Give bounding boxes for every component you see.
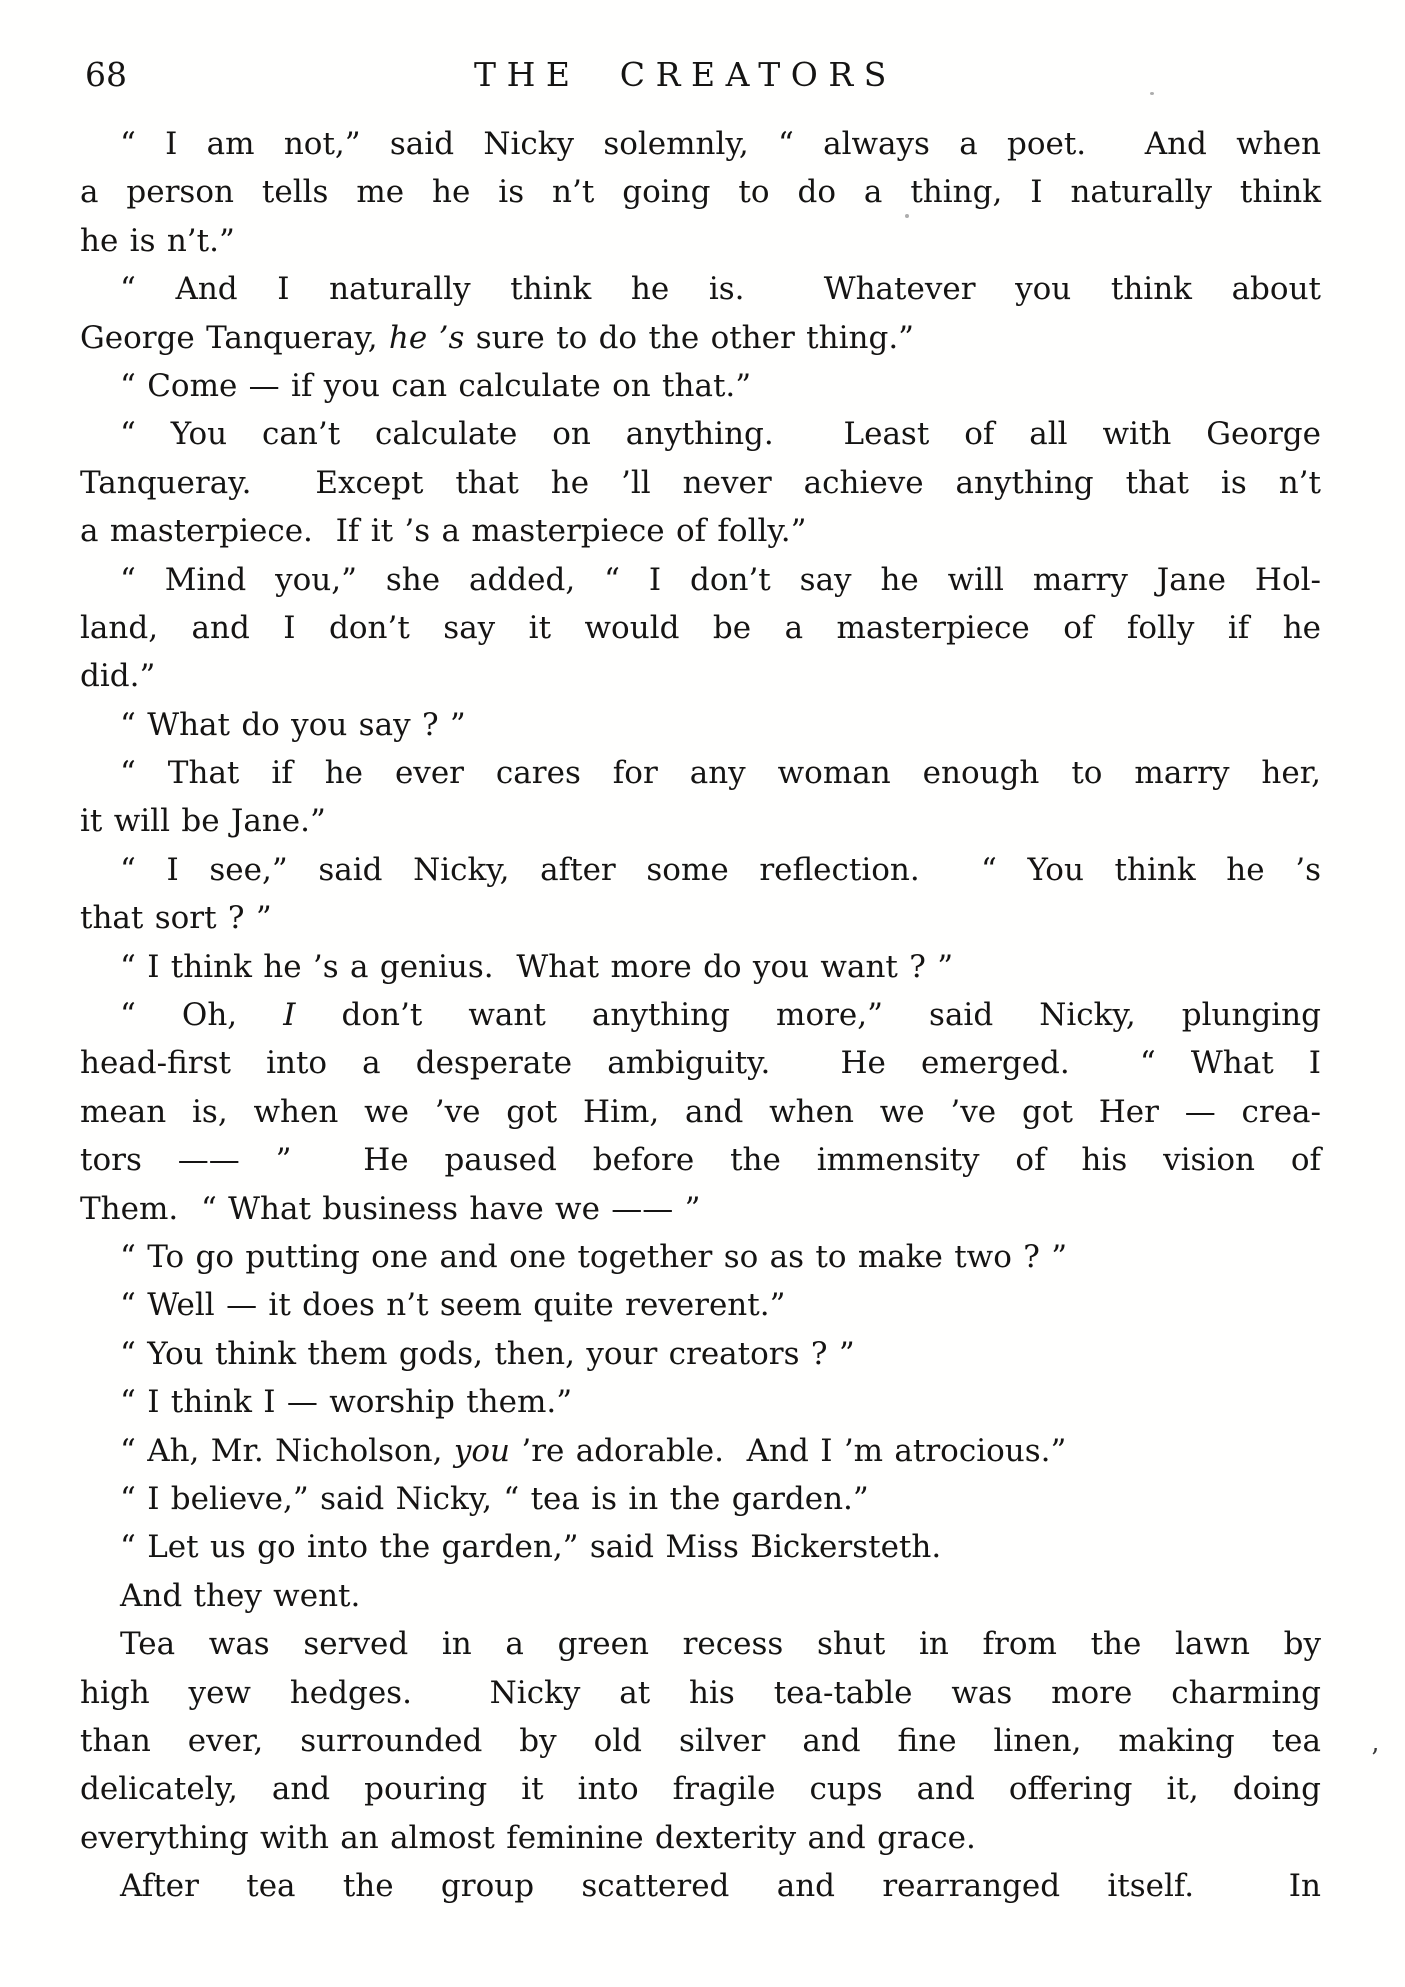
- text-line: [80, 1136, 1321, 1184]
- text-line: [80, 459, 1321, 507]
- italic-text: I: [283, 997, 296, 1034]
- text-segment: everything with an almost feminine dexterity and grace.: [80, 1819, 976, 1856]
- text-line: [80, 652, 1321, 700]
- text-segment: “ I think I — worship them.”: [120, 1384, 573, 1421]
- paragraph: [80, 701, 1321, 749]
- text-line: [80, 507, 1321, 555]
- text-line: [80, 556, 1321, 604]
- text-line: [80, 1088, 1321, 1136]
- paragraph: [80, 120, 1321, 265]
- paragraph: [80, 556, 1321, 701]
- text-line: [80, 1572, 1321, 1620]
- paragraph: [80, 991, 1321, 1233]
- paragraph: [80, 1233, 1321, 1281]
- paragraph: [80, 943, 1321, 991]
- text-line: [80, 943, 1321, 991]
- paragraph: [80, 1475, 1321, 1523]
- text-segment: “ Ah, Mr. Nicholson,: [120, 1432, 454, 1469]
- paragraph: [80, 1572, 1321, 1620]
- text-line: [80, 1330, 1321, 1378]
- text-segment: a person tells me he is n’t going to do a thing, I naturally think: [80, 174, 1321, 211]
- text-segment: George Tanqueray,: [80, 319, 389, 356]
- running-header: [80, 54, 1321, 100]
- paragraph: [80, 1330, 1321, 1378]
- text-line: [80, 604, 1321, 652]
- text-line: [80, 168, 1321, 216]
- paragraph: [80, 1378, 1321, 1426]
- text-segment: “ Come — if you can calculate on that.”: [120, 367, 752, 404]
- text-segment: don’t want anything more,” said Nicky, plunging: [295, 997, 1321, 1034]
- text-line: [80, 1378, 1321, 1426]
- text-line: [80, 1669, 1321, 1717]
- text-line: [80, 1475, 1321, 1523]
- paragraph: [80, 1523, 1321, 1571]
- text-line: [80, 749, 1321, 797]
- paragraph: [80, 1281, 1321, 1329]
- text-segment: tors —— ” He paused before the immensity of his vision of: [80, 1142, 1321, 1179]
- italic-text: he ’s: [388, 319, 465, 356]
- text-segment: a masterpiece. If it ’s a masterpiece of folly.”: [80, 513, 807, 550]
- text-segment: “ Well — it does n’t seem quite reverent.”: [120, 1287, 786, 1324]
- text-segment: Them. “ What business have we —— ”: [80, 1190, 701, 1227]
- text-segment: sure to do the other thing.”: [464, 319, 915, 356]
- italic-text: you: [453, 1432, 510, 1469]
- text-line: [80, 1523, 1321, 1571]
- text-line: [80, 1814, 1321, 1862]
- text-segment: than ever, surrounded by old silver and fine linen, making tea: [80, 1722, 1321, 1759]
- text-segment: he is n’t.”: [80, 222, 235, 259]
- paragraph: [80, 1427, 1321, 1475]
- paragraph: [80, 1620, 1321, 1862]
- paragraph: [80, 410, 1321, 555]
- scan-stray-mark: ’: [1370, 1744, 1379, 1774]
- text-segment: land, and I don’t say it would be a masterpiece of folly if he: [80, 609, 1321, 646]
- scan-speck: [1150, 92, 1154, 95]
- text-segment: Tea was served in a green recess shut in from the lawn by: [120, 1626, 1321, 1663]
- text-line: [80, 894, 1321, 942]
- text-segment: “ Oh,: [120, 997, 284, 1034]
- page-number: 68: [85, 55, 127, 94]
- text-segment: high yew hedges. Nicky at his tea-table was more charming: [80, 1674, 1321, 1711]
- text-segment: Tanqueray. Except that he ’ll never achieve anything that is n’t: [80, 464, 1321, 501]
- text-line: [80, 410, 1321, 458]
- paragraph: [80, 749, 1321, 846]
- text-line: [80, 120, 1321, 168]
- text-line: [80, 797, 1321, 845]
- text-segment: “ I see,” said Nicky, after some reflection. “ You think he ’s: [120, 851, 1321, 888]
- text-segment: “ That if he ever cares for any woman enough to marry her,: [120, 755, 1321, 792]
- paragraph: [80, 846, 1321, 943]
- text-segment: that sort ? ”: [80, 900, 272, 937]
- text-line: [80, 991, 1321, 1039]
- text-line: [80, 1039, 1321, 1087]
- text-segment: head-first into a desperate ambiguity. He emerged. “ What I: [80, 1045, 1321, 1082]
- text-segment: ’re adorable. And I ’m atrocious.”: [509, 1432, 1067, 1469]
- text-segment: “ And I naturally think he is. Whatever you think about: [120, 271, 1321, 308]
- text-line: [80, 314, 1321, 362]
- text-line: [80, 217, 1321, 265]
- text-line: [80, 265, 1321, 313]
- text-line: [80, 1620, 1321, 1668]
- text-line: [80, 1281, 1321, 1329]
- text-line: [80, 362, 1321, 410]
- scan-speck: [905, 214, 909, 218]
- text-line: [80, 1862, 1321, 1910]
- text-line: [80, 1765, 1321, 1813]
- text-line: [80, 1233, 1321, 1281]
- text-segment: “ You can’t calculate on anything. Least of all with George: [120, 416, 1321, 453]
- text-line: [80, 1185, 1321, 1233]
- text-line: [80, 1427, 1321, 1475]
- text-segment: delicately, and pouring it into fragile cups and offering it, doing: [80, 1771, 1321, 1808]
- text-segment: After tea the group scattered and rearranged itself. In: [120, 1868, 1321, 1905]
- text-segment: “ You think them gods, then, your creators ? ”: [120, 1335, 855, 1372]
- page-body: [80, 120, 1321, 1910]
- paragraph: [80, 265, 1321, 362]
- text-line: [80, 1717, 1321, 1765]
- text-segment: “ I believe,” said Nicky, “ tea is in the garden.”: [120, 1480, 869, 1517]
- running-title: THE CREATORS: [474, 55, 897, 94]
- text-segment: And they went.: [120, 1577, 361, 1614]
- text-segment: “ Mind you,” she added, “ I don’t say he will marry Jane Hol-: [120, 561, 1321, 598]
- text-segment: mean is, when we ’ve got Him, and when we ’ve got Her — crea-: [80, 1093, 1321, 1130]
- text-segment: “ To go putting one and one together so as to make two ? ”: [120, 1238, 1068, 1275]
- text-segment: “ What do you say ? ”: [120, 706, 466, 743]
- text-segment: “ I think he ’s a genius. What more do you want ? ”: [120, 948, 954, 985]
- text-segment: “ Let us go into the garden,” said Miss Bickersteth.: [120, 1529, 942, 1566]
- text-line: [80, 701, 1321, 749]
- text-segment: “ I am not,” said Nicky solemnly, “ always a poet. And when: [120, 126, 1321, 162]
- paragraph: [80, 362, 1321, 410]
- paragraph: [80, 1862, 1321, 1910]
- text-line: [80, 846, 1321, 894]
- text-segment: did.”: [80, 658, 156, 695]
- text-segment: it will be Jane.”: [80, 803, 326, 840]
